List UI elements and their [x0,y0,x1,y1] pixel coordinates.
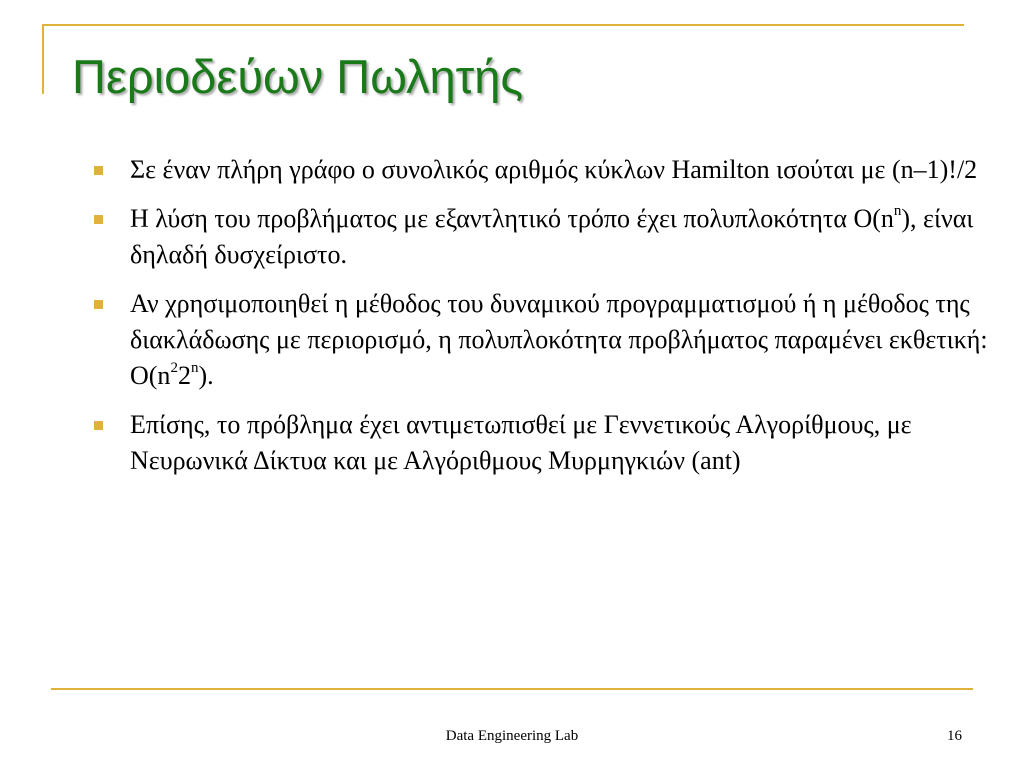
bullet-item-3 [90,286,1015,394]
frame-left-line [42,24,44,94]
bullet-superscript: 2 [170,360,178,377]
bullet-text-before: Η λύση του προβλήματος με εξαντλητικό τρόπο έχει πολυπλοκότητα O(n [130,204,894,233]
bullet-item-2 [90,201,1015,273]
bullet-text: Σε έναν πλήρη γράφο ο συνολικός αριθμός κύκλων Hamilton ισούται με (n–1)!/2 [130,155,978,184]
bullet-text-after: ). [198,361,214,390]
bullet-superscript: n [893,203,902,220]
bullet-superscript: n [190,360,199,377]
bullet-text: Επίσης, το πρόβλημα έχει αντιμετωπισθεί με Γεννετικούς Αλγορίθμους, με Νευρωνικά Δίκτυα και με Αλγόριθμους Μυρμηγκιών (ant) [130,410,912,475]
square-bullet-icon [94,215,103,224]
bullet-item-1 [90,152,1015,188]
bullet-item-4 [90,407,1015,479]
footer-label: Data Engineering Lab [445,728,579,744]
slide-title: Περιοδεύων Πωλητής [72,50,524,103]
bullet-text-mid: 2 [177,361,191,390]
square-bullet-icon [94,300,103,309]
footer-divider [51,688,973,690]
square-bullet-icon [94,166,103,175]
page-number: 16 [947,728,962,744]
bullet-text-after: ), είναι δηλαδή δυσχείριστο. [130,204,974,269]
bullet-text-before: Αν χρησιμοποιηθεί η μέθοδος του δυναμικού προγραμματισμού ή η μέθοδος της διακλάδωσης με περιορισμό, η πολυπλοκότητα προβλήματος παραμένει εκθετική: O(n [130,289,988,390]
bullet-list [90,152,1015,492]
square-bullet-icon [94,421,103,430]
frame-top-line [42,24,964,26]
